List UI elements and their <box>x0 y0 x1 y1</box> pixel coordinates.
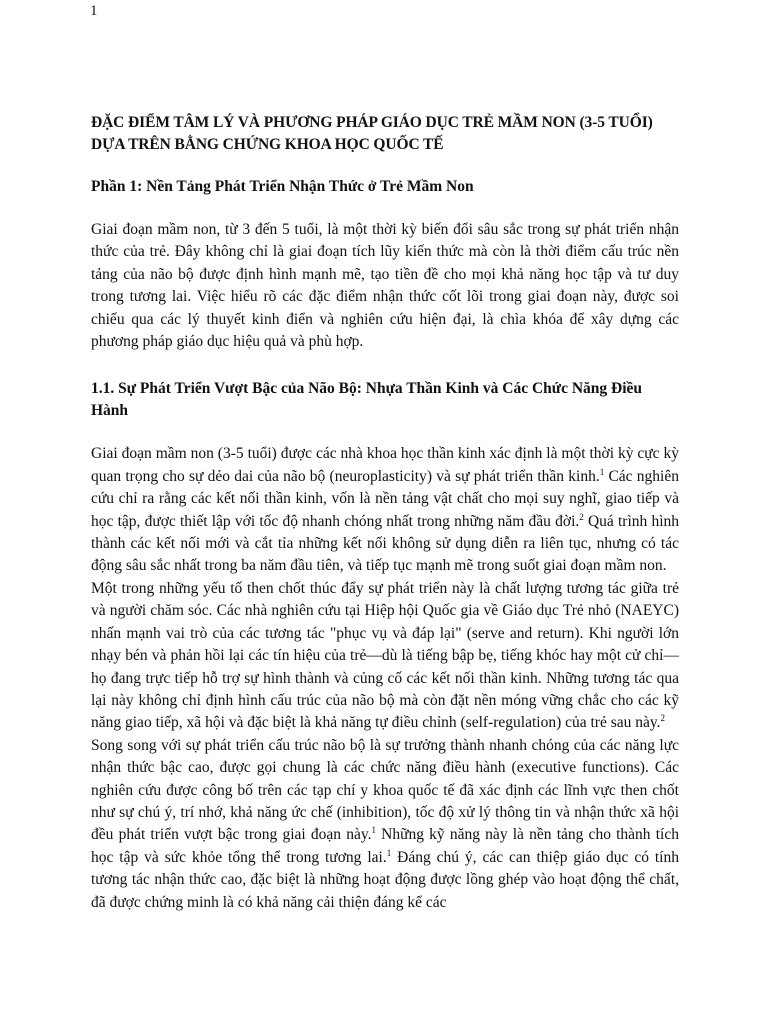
paragraph-text: Đáng chú ý, các can thiệp giáo dục có tính tương tác nhận thức cao, đặc biệt là những hoạt động được lồng ghép vào hoạt động thể chất, đã được chứng minh là có khả năng cải thiện đáng kể các <box>91 848 679 911</box>
paragraph-text: Giai đoạn mầm non (3-5 tuổi) được các nhà khoa học thần kinh xác định là một thời kỳ cực kỳ quan trọng cho sự dẻo dai của não bộ (neuroplasticity) và sự phát triển thần kinh. <box>91 445 679 485</box>
intro-paragraph: Giai đoạn mầm non, từ 3 đến 5 tuổi, là một thời kỳ biến đổi sâu sắc trong sự phát triển nhận thức của trẻ. Đây không chỉ là giai đoạn tích lũy kiến thức mà còn là thời điểm cấu trúc nền tảng của não bộ được định hình mạnh mẽ, tạo tiền đề cho mọi khả năng học tập và tư duy trong tương lai. Việc hiểu rõ các đặc điểm nhận thức cốt lõi trong giai đoạn này, được soi chiếu qua các lý thuyết kinh điển và nghiên cứu hiện đại, là chìa khóa để xây dựng các phương pháp giáo dục hiệu quả và phù hợp. <box>91 221 679 351</box>
paragraph-text: Một trong những yếu tố then chốt thúc đẩy sự phát triển này là chất lượng tương tác giữa trẻ và người chăm sóc. Các nhà nghiên cứu tại Hiệp hội Quốc gia về Giáo dục Trẻ nhỏ (NAEYC) nhấn mạnh vai trò của các tương tác "phục vụ và đáp lại" (serve and return). Khi người lớn nhạy bén và phản hồi lại các tín hiệu của trẻ—dù là tiếng bập bẹ, tiếng khóc hay một cử chỉ—họ đang trực tiếp hỗ trợ sự hình thành và củng cố các kết nối thần kinh. Những tương tác qua lại này không chỉ định hình cấu trúc của não bộ mà còn đặt nền móng vững chắc cho các kỹ năng giao tiếp, xã hội và đặc biệt là khả năng tự điều chỉnh (self-regulation) của trẻ sau này. <box>91 579 679 732</box>
paragraph-executive-functions <box>91 735 679 914</box>
footnote-ref: 2 <box>660 713 665 724</box>
part-heading: Phần 1: Nền Tảng Phát Triển Nhận Thức ở Trẻ Mầm Non <box>91 178 474 195</box>
paragraph-text: Quá trình hình thành các kết nối mới và cắt tỉa những kết nối không sử dụng diễn ra liên tục, nhưng có tác động sâu sắc nhất trong ba năm đầu tiên, và tiếp tục mạnh mẽ trong suốt giai đoạn mầm non. <box>91 512 680 575</box>
paragraph-serve-and-return <box>91 578 679 735</box>
footnote-ref: 2 <box>579 511 584 522</box>
footnote-ref: 1 <box>599 466 605 477</box>
section-heading: 1.1. Sự Phát Triển Vượt Bậc của Não Bộ: Nhựa Thần Kinh và Các Chức Năng Điều Hành <box>91 380 643 420</box>
footnote-ref: 1 <box>371 825 376 836</box>
document-title: ĐẶC ĐIỂM TÂM LÝ VÀ PHƯƠNG PHÁP GIÁO DỤC TRẺ MẦM NON (3-5 TUỔI) DỰA TRÊN BẰNG CHỨNG KHOA HỌC QUỐC TẾ <box>91 114 653 153</box>
page-number: 1 <box>90 3 98 19</box>
paragraph-text: Các nghiên cứu chỉ ra rằng các kết nối thần kinh, vốn là nền tảng vật chất cho mọi suy nghĩ, giao tiếp và học tập, được thiết lập với tốc độ nhanh chóng nhất trong những năm đầu đời. <box>91 467 679 530</box>
footnote-ref: 1 <box>386 847 392 858</box>
document-body <box>91 112 679 914</box>
paragraph-text: Những kỹ năng này là nền tảng cho thành tích học tập và sức khỏe tổng thể trong tương lai. <box>91 826 679 866</box>
paragraph-text: Song song với sự phát triển cấu trúc não bộ là sự trưởng thành nhanh chóng của các năng lực nhận thức bậc cao, được gọi chung là các chức năng điều hành (executive functions). Các nghiên cứu được công bố trên các tạp chí y khoa quốc tế đã xác định các lĩnh vực then chốt như sự chú ý, trí nhớ, khả năng ức chế (inhibition), tốc độ xử lý thông tin và nhận thức xã hội đều phát triển vượt bậc trong giai đoạn này. <box>91 736 679 844</box>
paragraph-neuroplasticity <box>91 443 679 577</box>
